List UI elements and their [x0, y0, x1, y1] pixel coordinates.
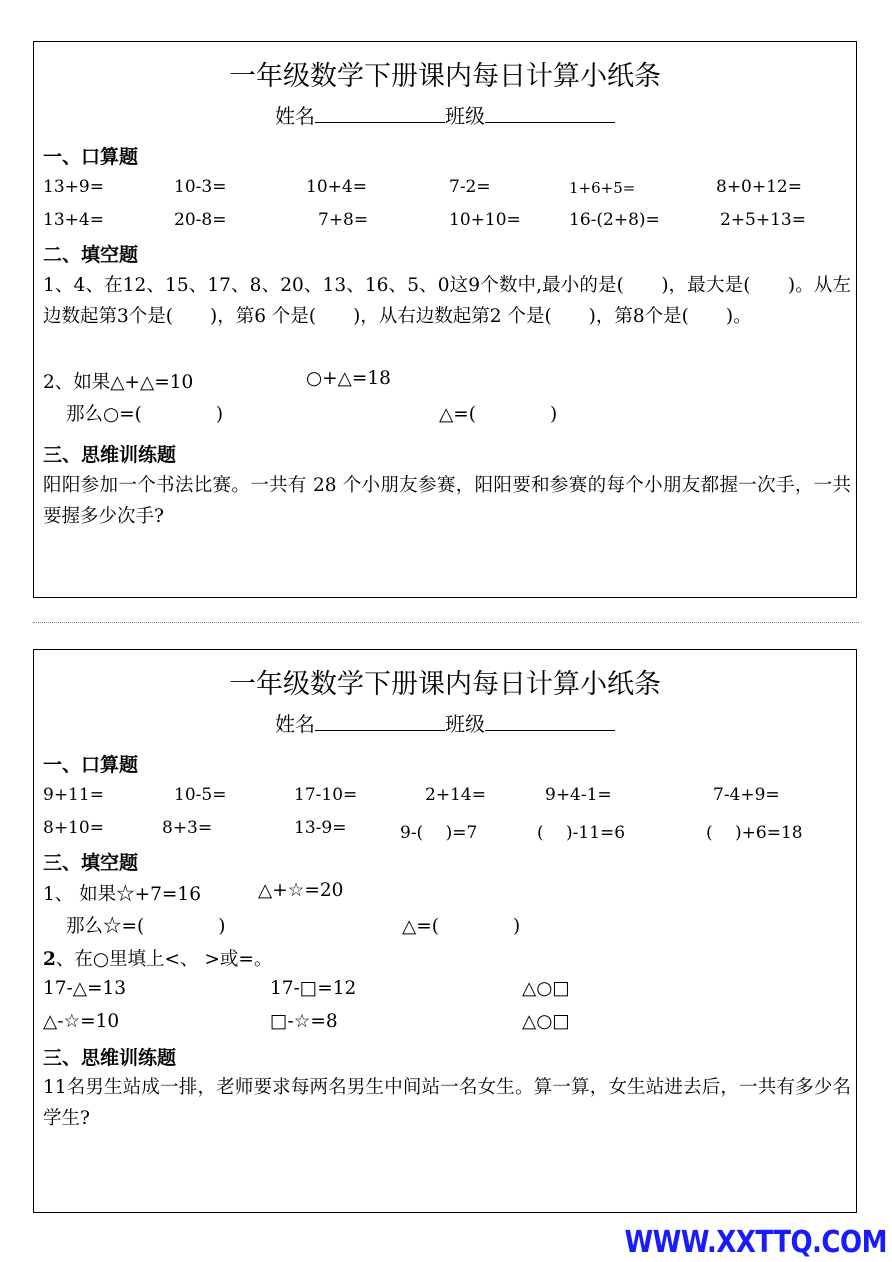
section-heading-oral: 一、口算题 [43, 146, 139, 168]
calc-item: 20-8= [174, 210, 227, 230]
fill-question-1-line: 1、 如果☆+7=16 [43, 884, 201, 905]
calc-item: 13+4= [43, 210, 104, 230]
fill-question-1-answer: △=( ) [402, 916, 521, 937]
thinking-problem: 阳阳参加一个书法比赛。一共有 28 个小朋友参赛，阳阳要和参赛的每个小朋友都握一次手，一共要握多少次手? [43, 475, 851, 527]
section-heading-fill: 三、填空题 [43, 852, 139, 874]
worksheet-card-2 [33, 649, 857, 1213]
section-heading-thinking: 三、思维训练题 [43, 444, 177, 466]
class-label: 班级 [445, 104, 485, 128]
compare-item: △○□ [522, 978, 570, 999]
calc-item: 13+9= [43, 177, 104, 197]
calc-item: 8+0+12= [716, 177, 802, 197]
section-heading-oral: 一、口算题 [43, 754, 139, 776]
calc-item: 10-5= [174, 785, 227, 805]
calc-item: 10+4= [306, 177, 367, 197]
thinking-problem: 11名男生站成一排，老师要求每两名男生中间站一名女生。算一算，女生站进去后，一共有多少名学生? [43, 1077, 851, 1129]
name-blank [315, 104, 445, 123]
fill-question-1-line: △+☆=20 [258, 880, 344, 901]
calc-item: 8+10= [43, 818, 104, 838]
calc-item: 9+4-1= [545, 785, 612, 805]
calc-item: 17-10= [294, 785, 358, 805]
calc-item: 7+8= [318, 210, 369, 230]
fill-question-1-answer: 那么☆=( ) [66, 916, 226, 937]
worksheet-title: 一年级数学下册课内每日计算小纸条 [229, 61, 661, 92]
calc-item: 16-(2+8)= [569, 210, 660, 230]
calc-item: 10+10= [449, 210, 521, 230]
calc-item: 8+3= [162, 818, 213, 838]
fill-question-2-line: 2、如果△+△=10 [43, 372, 194, 393]
name-class-line [34, 100, 856, 129]
fill-question-2-answer: 那么○=( ) [66, 404, 224, 425]
calc-item: 2+14= [425, 785, 486, 805]
class-blank [485, 104, 615, 123]
compare-item: △○□ [522, 1011, 570, 1032]
calc-item: 13-9= [294, 818, 347, 838]
name-class-line [34, 708, 856, 737]
compare-item: 17-□=12 [270, 978, 357, 999]
calc-item: 7-4+9= [713, 785, 780, 805]
calc-item: 10-3= [174, 177, 227, 197]
name-label: 姓名 [275, 104, 315, 128]
fill-question-1: 1、4、在12、15、17、8、20、13、16、5、0这9个数中,最小的是( )，最大是( )。从左边数起第3个是( )，第6 个是( )，从右边数起第2 个是( )，第8个是( )。 [43, 275, 851, 327]
calc-item: ( )-11=6 [537, 823, 626, 843]
fill-question-2-line: ○+△=18 [306, 368, 391, 389]
calc-item: 7-2= [449, 177, 491, 197]
class-label: 班级 [445, 712, 485, 736]
fill-question-2-answer: △=( ) [439, 404, 558, 425]
question-number: 2 [43, 949, 56, 970]
calc-item: 9+11= [43, 785, 104, 805]
calc-item: ( )+6=18 [706, 823, 803, 843]
name-label: 姓名 [275, 712, 315, 736]
calc-item: 1+6+5= [569, 179, 636, 197]
compare-item: △-☆=10 [43, 1011, 120, 1032]
class-blank [485, 712, 615, 731]
name-blank [315, 712, 445, 731]
section-heading-fill: 二、填空题 [43, 244, 139, 266]
question-text: 、在○里填上<、 >或=。 [55, 949, 273, 970]
site-watermark: WWW.XXTTQ.COM [624, 1225, 887, 1261]
worksheet-title: 一年级数学下册课内每日计算小纸条 [229, 669, 661, 700]
worksheet-card-1 [33, 41, 857, 598]
compare-item: □-☆=8 [270, 1011, 338, 1032]
calc-item: 9-( )=7 [400, 823, 478, 843]
calc-item: 2+5+13= [720, 210, 806, 230]
compare-item: 17-△=13 [43, 978, 127, 999]
cut-line-divider [33, 622, 859, 623]
section-heading-thinking: 三、思维训练题 [43, 1047, 177, 1069]
fill-question-2-label [43, 945, 272, 971]
